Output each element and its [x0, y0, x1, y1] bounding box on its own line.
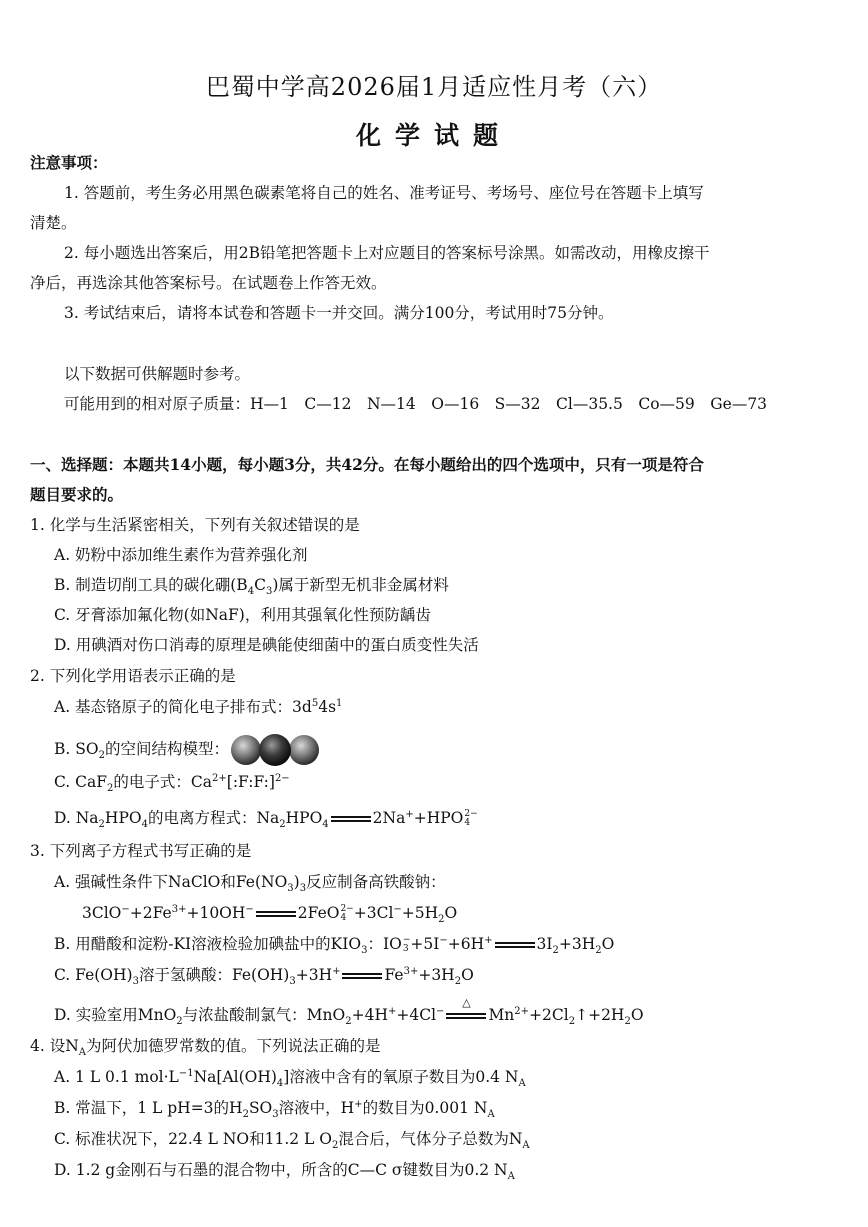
- reference-intro: 以下数据可供解题时参考。: [64, 365, 251, 383]
- so2-space-filling-model-icon: [229, 733, 321, 767]
- question-3-option-c: C. $Fe(OH)_3$溶于氢碘酸：$Fe(OH)_3+3H^+$ $Fe^{3+}+3H_2O$: [54, 965, 474, 988]
- question-3-option-d: D. 实验室用MnO$_2$与浓盐酸制氯气：MnO$_2$+4H++4Cl− △ $Mn^{2+}+2Cl_2↑+2H_2O$: [54, 996, 644, 1028]
- heat-equals-arrow-icon: △: [446, 1010, 486, 1022]
- question-1-option-d: D. 用碘酒对伤口消毒的原理是碘能使细菌中的蛋白质变性失活: [54, 636, 479, 654]
- question-3-option-a-equation: $3ClO^-+2Fe^{3+}+10OH^-$ 2FeO 2− 4 $+3Cl^-+5H_2O$: [82, 903, 458, 926]
- notice-item-1: 1. 答题前，考生务必用黑色碳素笔将自己的姓名、准考证号、考场号、座位号在答题卡上填写: [64, 184, 704, 202]
- question-4-option-c: C. 标准状况下，22.4 L NO和11.2 L $O_2$混合后，气体分子总数为$N_A$: [54, 1130, 530, 1152]
- notice-item-2: 2. 每小题选出答案后，用2B铅笔把答题卡上对应题目的答案标号涂黑。如需改动，用橡皮擦干: [64, 244, 710, 262]
- question-1-option-b: B. 制造切削工具的碳化硼$(B_4C_3)$属于新型无机非金属材料: [54, 576, 449, 598]
- atomic-masses: 可能用到的相对原子质量：H—1 C—12 N—14 O—16 S—32 Cl—35.5 Co—59 Ge—73: [64, 395, 768, 413]
- question-4-stem: 4. 设$N_A$为阿伏加德罗常数的值。下列说法正确的是: [30, 1037, 381, 1059]
- equals-arrow-icon: [495, 939, 535, 951]
- equals-arrow-icon: [342, 970, 382, 982]
- subject-title: 化学试题: [355, 121, 512, 150]
- notice-heading: 注意事项：: [30, 153, 108, 172]
- question-3-option-b: B. 用醋酸和淀粉-KI溶液检验加碘盐中的$KIO_3$：IO − 3 +5I−+6H+ $3I_2+3H_2O$: [54, 934, 615, 957]
- question-2-stem: 2. 下列化学用语表示正确的是: [30, 667, 236, 685]
- question-4-option-d: D. 1.2 g金刚石与石墨的混合物中，所含的C—C σ键数目为0.2 $N_A$: [54, 1161, 515, 1183]
- question-4-option-b: B. 常温下，1 L pH=3的$H_2SO_3$溶液中，H+的数目为0.001 $N_A$: [54, 1098, 495, 1121]
- section-heading: 一、选择题：本题共14小题，每小题3分，共42分。在每小题给出的四个选项中，只有一项是符合: [30, 455, 704, 474]
- notice-item-3: 3. 考试结束后，请将本试卷和答题卡一并交回。满分100分，考试用时75分钟。: [64, 304, 614, 322]
- question-2-option-c: C. CaF$_2$的电子式：$Ca^{2+}[:F:F:]^{2-}$: [54, 772, 290, 795]
- question-4-option-a: A. 1 L 0.1 $mol\cdot L^{-1}Na[Al(OH)_4]$溶液中含有的氧原子数目为0.4 $N_A$: [54, 1067, 526, 1090]
- caf2-electron-formula: [:F:F:]: [226, 773, 275, 791]
- notice-item-1-cont: 清楚。: [30, 214, 77, 232]
- section-heading-cont: 题目要求的。: [30, 485, 124, 504]
- question-2-option-b: B. $SO_2$的空间结构模型：: [54, 733, 321, 767]
- question-3-stem: 3. 下列离子方程式书写正确的是: [30, 842, 252, 860]
- equals-arrow-icon: [331, 813, 371, 825]
- question-2-option-d: D. $Na_2HPO_4$的电离方程式：$Na_2HPO_4$ 2Na++HPO 2− 4: [54, 808, 478, 831]
- question-2-option-a: A. 基态铬原子的简化电子排布式：$3d^54s^1$: [54, 697, 343, 716]
- equals-arrow-icon: [256, 908, 296, 920]
- question-3-option-a: A. 强碱性条件下NaClO和$Fe(NO_3)_3$反应制备高铁酸钠：: [54, 873, 446, 895]
- notice-item-2-cont: 净后，再选涂其他答案标号。在试题卷上作答无效。: [30, 274, 387, 292]
- question-1-stem: 1. 化学与生活紧密相关，下列有关叙述错误的是: [30, 516, 360, 534]
- question-1-option-a: A. 奶粉中添加维生素作为营养强化剂: [54, 546, 308, 564]
- exam-title: 巴蜀中学高2026届1月适应性月考（六）: [205, 73, 663, 101]
- question-1-option-c: C. 牙膏添加氟化物(如NaF)，利用其强氧化性预防龋齿: [54, 606, 431, 624]
